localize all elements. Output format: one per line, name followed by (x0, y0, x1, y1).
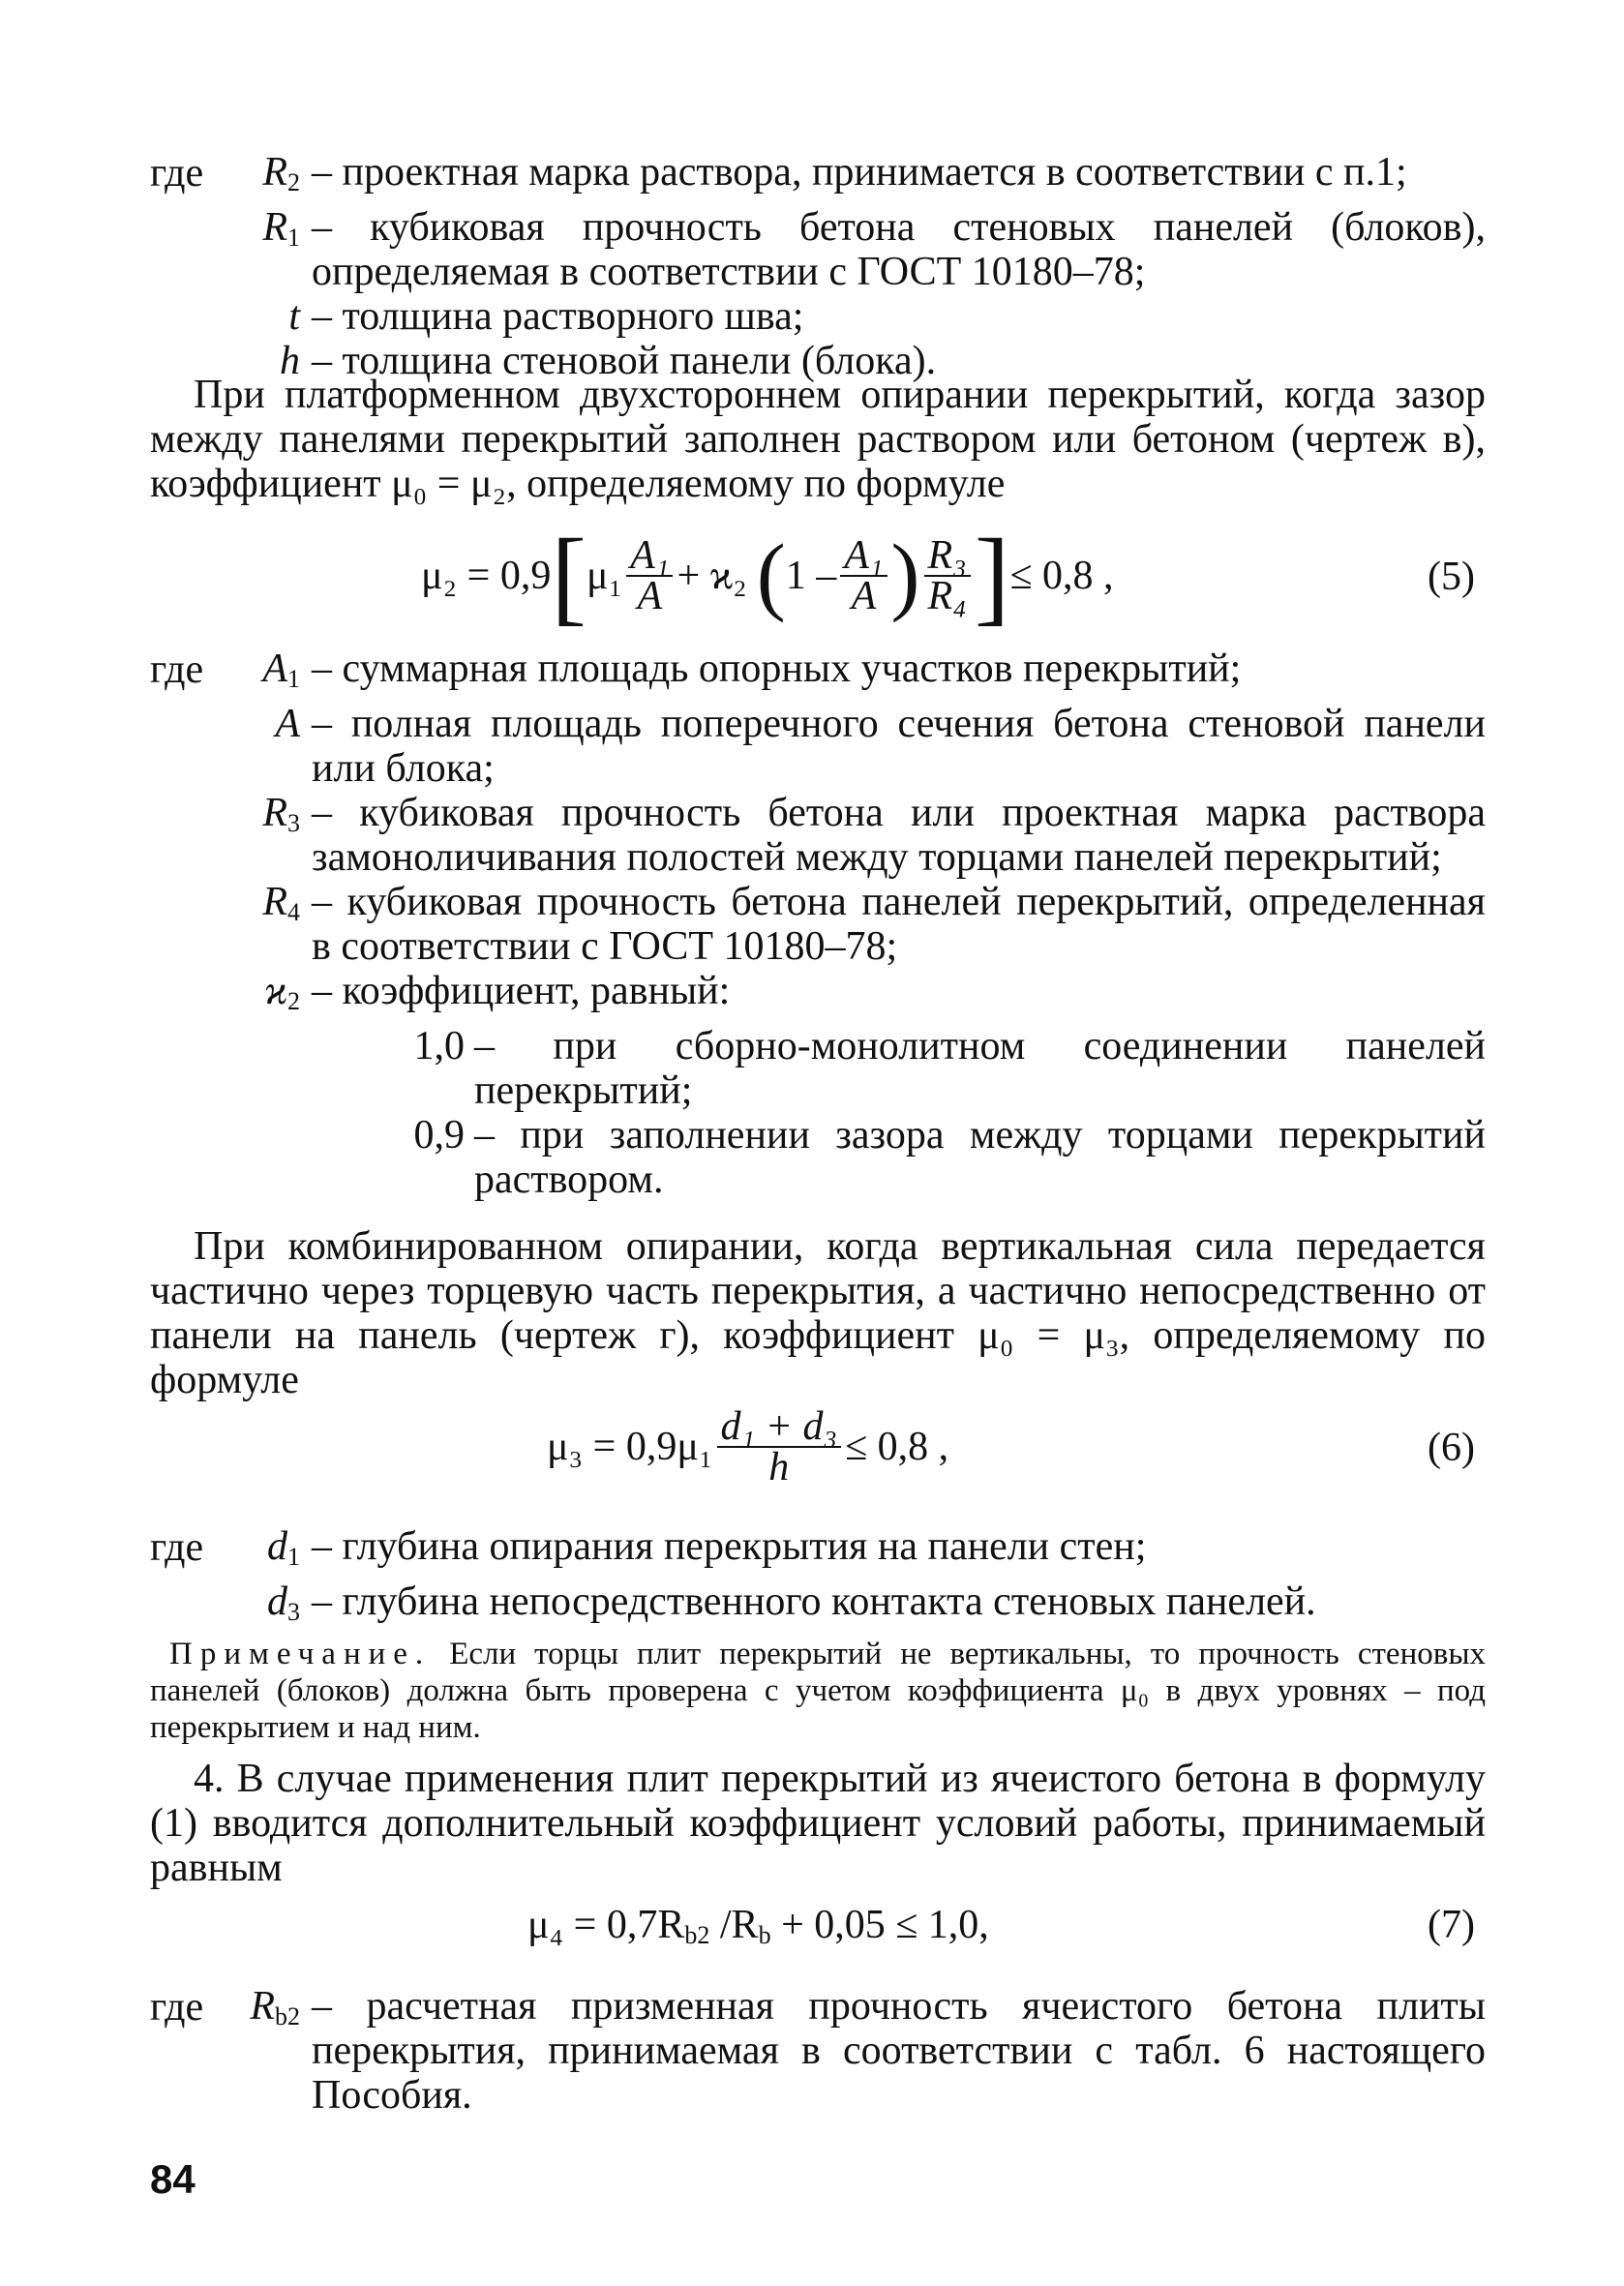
equation-5 (421, 518, 1114, 634)
definition-text: – кубиковая прочность бетона или проектная марка раствора замоноличивания полостей между торцами панелей перекрытий; (312, 791, 1486, 880)
symbol-subscript: 3 (287, 809, 300, 837)
paragraph-platform-support: При платформенном двухстороннем опирании перекрытий, когда зазор между панелями перекрытий заполнен раствором или бетоном (чертеж в), коэффициент μ₀ = μ₂, определяемому по формуле (150, 373, 1486, 506)
definition-text: – полная площадь поперечного сечения бетона стеновой панели или блока; (312, 702, 1486, 791)
definition-text: – глубина опирания перекрытия на панели стен; (312, 1524, 1147, 1569)
eq7-tail: + 0,05 ≤ 1,0, (770, 1903, 989, 1947)
left-paren: ( (756, 527, 786, 623)
where-label: где (150, 1525, 204, 1570)
fraction-denominator: A (637, 574, 663, 618)
symbol-subscript: b2 (275, 2002, 300, 2030)
eq6-tail: ≤ 0,8 , (845, 1425, 949, 1469)
definitions-list-1 (97, 150, 1486, 383)
symbol: d (267, 1524, 287, 1569)
eq5-lhs: μ₂ = 0,9 (421, 554, 552, 598)
equation-7 (527, 1902, 989, 1950)
definitions-list-3 (97, 1524, 1486, 1635)
eq7-sub-b: b (758, 1921, 771, 1949)
equation-number-6: (6) (1428, 1426, 1475, 1470)
symbol: R (262, 880, 287, 924)
paragraph-combined-support: При комбинированном опирании, когда вертикальная сила передается частично через торцевую часть перекрытия, а частично непосредственно от панели на панель (чертеж г), коэффициент μ₀ = μ₃, определяемому по формуле (150, 1224, 1486, 1402)
where-label: где (150, 647, 204, 692)
fraction-numerator: R₃ (924, 536, 971, 577)
equation-6 (547, 1394, 948, 1500)
symbol: R (262, 150, 287, 195)
definition-text: – глубина непосредственного контакта стеновых панелей. (312, 1579, 1316, 1624)
fraction-numerator: A₁ (840, 536, 887, 577)
definition-row (97, 1524, 1486, 1579)
where-label: где (150, 1985, 204, 2030)
fraction-a1-over-a (840, 533, 887, 618)
eq7-text: μ₄ = 0,7R (527, 1903, 685, 1947)
definition-text: – кубиковая прочность бетона панелей перекрытий, определенная в соответствии с ГОСТ 10180–78; (312, 880, 1486, 969)
definition-row (97, 791, 1486, 880)
right-paren: ) (890, 527, 920, 623)
eq7-sub-b2: b2 (684, 1921, 710, 1949)
symbol: A (262, 647, 287, 691)
symbol: t (288, 294, 300, 339)
fraction-denominator: h (768, 1445, 790, 1489)
fraction-denominator: R₄ (927, 574, 967, 618)
note-text: Если торцы плит перекрытий не вертикальны, то прочность стеновых панелей (блоков) должна быть проверена с учетом коэффициента μ₀ в двух уровнях – под перекрытием и над ним. (150, 1637, 1486, 1745)
symbol-subscript: 3 (287, 1598, 300, 1626)
definition-text: – толщина стеновой панели (блока). (312, 339, 937, 383)
symbol: R (262, 791, 287, 835)
definition-row (97, 1579, 1486, 1635)
equation-number-7: (7) (1428, 1903, 1475, 1947)
symbol-subscript: 1 (287, 1543, 300, 1571)
fraction-r3-over-r4 (924, 533, 971, 618)
definition-text: – коэффициент, равный: (312, 969, 731, 1013)
page-number: 84 (150, 2156, 195, 2202)
symbol-subscript: 1 (287, 224, 300, 252)
symbol: A (275, 702, 300, 746)
definition-text: – расчетная призменная прочность ячеистого бетона плиты перекрытия, принимаемая в соответствии с табл. 6 настоящего Пособия. (312, 1984, 1486, 2118)
symbol: ϰ (264, 969, 287, 1013)
where-label: где (150, 151, 204, 196)
definition-row (97, 1984, 1486, 2118)
coefficient-option (387, 1113, 1486, 1202)
eq5-plus-x2: + ϰ₂ (677, 554, 747, 598)
left-bracket: [ (551, 517, 586, 635)
eq5-one-minus: 1 – (785, 554, 837, 598)
definition-row (97, 969, 1486, 1024)
eq5-mu1: μ₁ (586, 554, 623, 598)
coefficient-value: 0,9 (413, 1113, 465, 1158)
symbol: R (262, 205, 287, 250)
definition-row (97, 205, 1486, 294)
note-block (150, 1636, 1486, 1746)
coefficient-condition: – при сборно-монолитном соединении панелей перекрытий; (474, 1024, 1486, 1113)
definition-text: – толщина растворного шва; (312, 294, 804, 339)
paragraph-aerated-concrete: 4. В случае применения плит перекрытий из ячеистого бетона в формулу (1) вводится дополнительный коэффициент условий работы, принимаемый равным (150, 1757, 1486, 1890)
definition-row (97, 880, 1486, 969)
symbol-subscript: 1 (287, 665, 300, 693)
fraction-numerator: A₁ (626, 536, 673, 577)
eq6-lhs: μ₃ = 0,9μ₁ (547, 1425, 713, 1469)
symbol-subscript: 2 (287, 987, 300, 1015)
coefficient-option (387, 1024, 1486, 1113)
symbol: R (250, 1984, 275, 2029)
fraction-numerator: d₁ + d₃ (717, 1407, 842, 1448)
fraction-denominator: A (851, 574, 877, 618)
symbol: d (267, 1579, 287, 1624)
eq7-mid: /R (709, 1903, 759, 1947)
definitions-list-4 (97, 1984, 1486, 2118)
fraction-a1-over-a (626, 533, 673, 618)
fraction-d-over-h (717, 1404, 842, 1489)
coefficient-condition: – при заполнении зазора между торцами перекрытий раствором. (474, 1113, 1486, 1202)
symbol-subscript: 2 (287, 168, 300, 196)
definition-row (97, 702, 1486, 791)
symbol: h (280, 339, 300, 383)
definition-row (97, 150, 1486, 205)
definition-text: – суммарная площадь опорных участков перекрытий; (312, 647, 1242, 691)
definitions-list-2 (97, 647, 1486, 1202)
definition-row (97, 294, 1486, 339)
equation-number-5: (5) (1428, 555, 1475, 599)
right-bracket: ] (974, 517, 1010, 635)
definition-text: – кубиковая прочность бетона стеновых панелей (блоков), определяемая в соответствии с ГОСТ 10180–78; (312, 205, 1486, 294)
definition-text: – проектная марка раствора, принимается в соответствии с п.1; (312, 150, 1407, 195)
eq5-tail: ≤ 0,8 , (1009, 554, 1114, 598)
symbol-subscript: 4 (287, 898, 300, 926)
definition-row (97, 647, 1486, 702)
note-label: Примечание. (169, 1637, 432, 1671)
coefficient-value: 1,0 (413, 1024, 465, 1068)
